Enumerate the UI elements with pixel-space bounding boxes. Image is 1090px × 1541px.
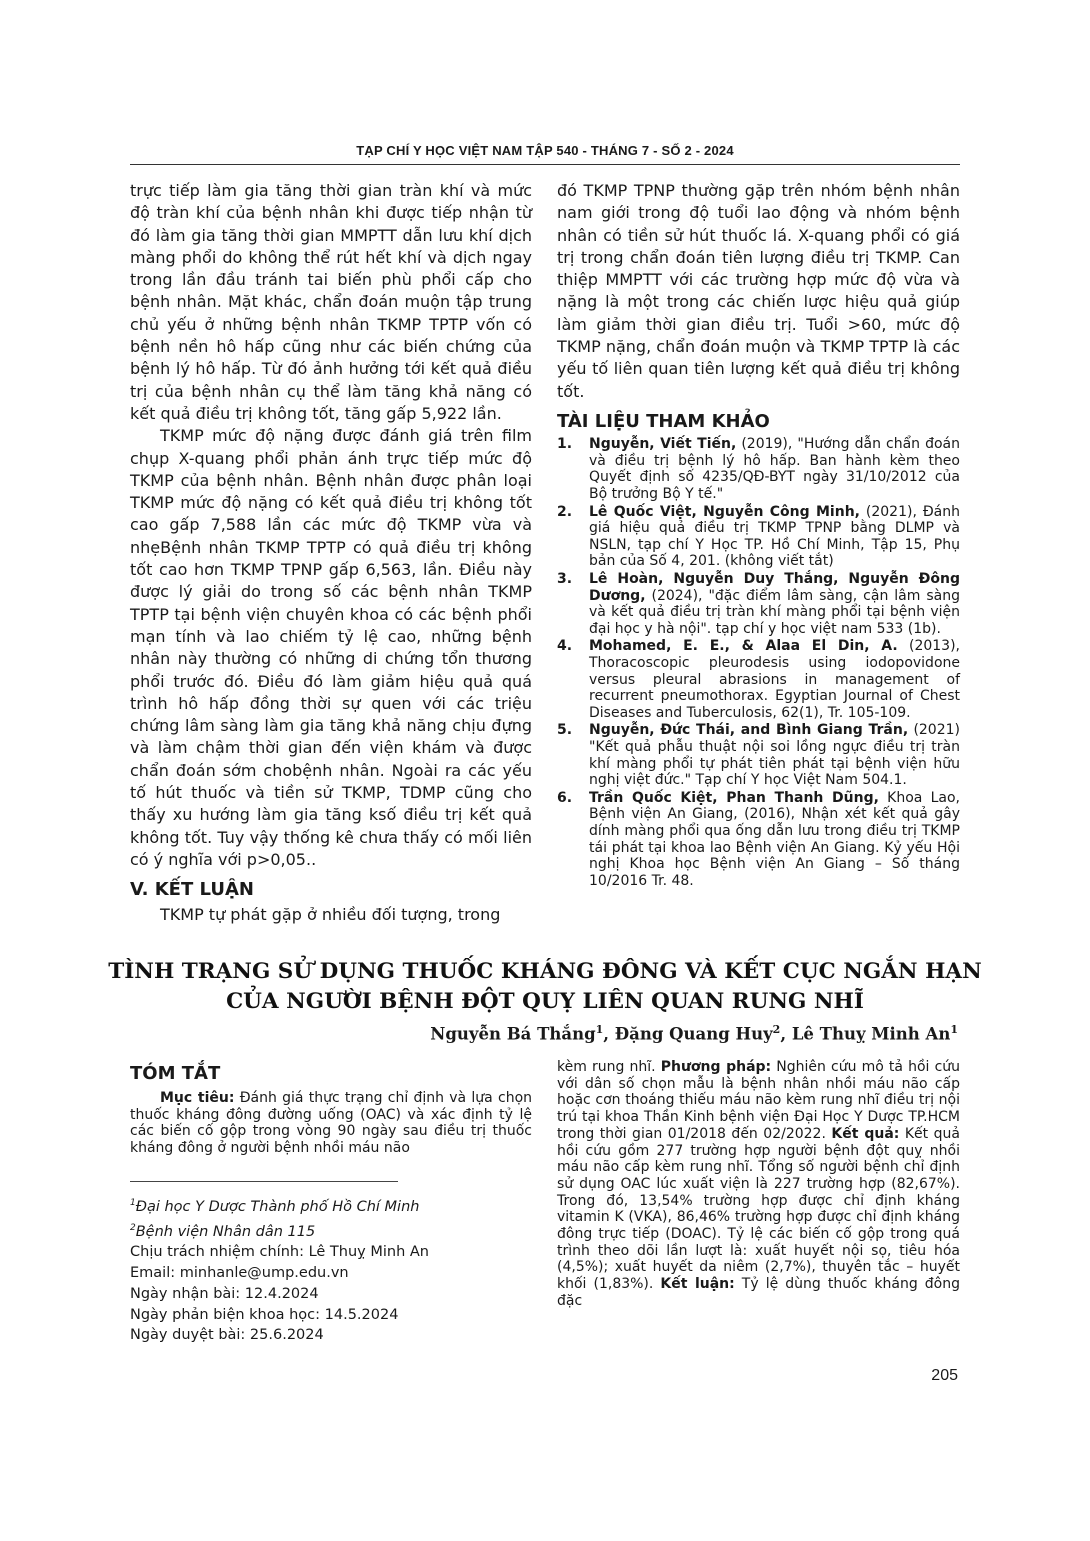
author-name: Đặng Quang Huy — [614, 1024, 773, 1044]
article-title-line-1: TÌNH TRẠNG SỬ DỤNG THUỐC KHÁNG ĐÔNG VÀ KẾT CỤC NGẮN HẠN — [108, 959, 982, 984]
author-name: Lê Thuỵ Minh An — [791, 1024, 951, 1044]
reference-item: 1. Nguyễn, Viết Tiến, (2019), "Hướng dẫn chẩn đoán và điều trị bệnh lý hô hấp. Ban hành kèm theo Quyết định số 4235/QĐ-BYT ngày 31/10/2012 của Bộ trưởng Bộ Y tế." — [557, 436, 960, 503]
header-rule — [130, 164, 960, 165]
abstract-right: kèm rung nhĩ. Phương pháp: Nghiên cứu mô tả hồi cứu với dân số chọn mẫu là bệnh nhân nhồi máu não cấp hoặc cơn thoáng thiếu máu não kèm rung nhĩ điều trị nội trú tại khoa Thần Kinh bệnh viện Đại Học Y Dược TP.HCM trong thời gian 01/2018 đến 02/2022. Kết quả: Kết quả hồi cứu gồm 277 trường hợp người bệnh đột quỵ nhồi máu não cấp kèm rung nhĩ. Tổng số người bệnh chỉ định sử dụng OAC lúc xuất viện là 227 trường hợp (82,67%). Trong đó, 13,54% trường hợp được chỉ định kháng vitamin K (VKA), 86,46% trường hợp được chỉ định kháng đông trực tiếp (DOAC). Tỷ lệ các biến cố gộp trong quá trình theo dõi lần lượt là: xuất huyết nội sọ, tiêu hóa (4,5%); xuất huyết da niêm (2,7%), thuyên tắc – huyết khối (1,83%). Kết luận: Tỷ lệ dùng thuốc kháng đông đặc — [557, 1059, 961, 1309]
right-paragraph-1: đó TKMP TPNP thường gặp trên nhóm bệnh nhân nam giới trong độ tuổi lao động và nhóm bệnh nhân có tiền sử hút thuốc lá. X-quang phổi có giá trị trong chẩn đoán tiên lượng điều trị TKMP. Can thiệp MMPTT với các trường hợp mức độ vừa và nặng là một trong các chiến lược hiệu quả giúp làm giảm thời gian điều trị. Tuổi >60, mức độ TKMP nặng, chẩn đoán muộn và TKMP TPTP là các yếu tố liên quan tiên lượng kết quả điều trị không tốt. — [557, 181, 960, 401]
author-affiliation-sup: 1 — [595, 1023, 604, 1036]
left-paragraph-3: TKMP tự phát gặp ở nhiều đối tượng, trong — [160, 904, 501, 924]
date-received: Ngày nhận bài: 12.4.2024 — [130, 1285, 319, 1302]
contact-email: Email: minhanle@ump.edu.vn — [130, 1265, 349, 1282]
affiliation-2: $^2$Bệnh viện Nhân dân 115 — [130, 1222, 316, 1240]
reference-item: 4. Mohamed, E. E., & Alaa El Din, A. (2013), Thoracoscopic pleurodesis using iodopovidone versus pleural abrasions in management of recurrent pneumothorax. Egyptian Journal of Chest Diseases and Tuberculosis, 62(1), Tr. 105-109. — [557, 638, 960, 721]
journal-header: TẠP CHÍ Y HỌC VIỆT NAM TẬP 540 - THÁNG 7 - SỐ 2 - 2024 — [356, 143, 734, 158]
article-authors: Nguyễn Bá Thắng$^1$, Đặng Quang Huy$^2$, Lê Thuỵ Minh An$^1$ — [430, 1023, 958, 1044]
left-paragraph-1: trực tiếp làm gia tăng thời gian tràn khí và mức độ tràn khí của bệnh nhân khi được tiếp nhận từ đó làm gia tăng thời gian MMPTT dẫn lưu khí dịch màng phổi do không thể rút hết khí và dịch ngay trong lần đầu tránh tai biến phù phổi cấp cho bệnh nhân. Mặt khác, chẩn đoán muộn tập trung chủ yếu ở những bệnh nhân TKMP TPTP vốn có bệnh nền hô hấp cũng như các biến chứng của bệnh lý hô hấp. Từ đó ảnh hưởng tới kết quả điều trị của bệnh nhân cụ thể làm tăng khả năng có kết quả điều trị không tốt, tăng gấp 5,922 lần. — [130, 181, 532, 423]
affiliation-1: $^1$Đại học Y Dược Thành phố Hồ Chí Minh — [130, 1198, 420, 1215]
reference-item: 6. Trần Quốc Kiệt, Phan Thanh Dũng, Khoa Lao, Bệnh viện An Giang, (2016), Nhận xét kết quả gây dính màng phổi qua ống dẫn lưu trong điều trị TKMP tái phát tại khoa lao Bệnh viện An Giang. Kỷ yếu Hội nghị Khoa học Bệnh viện An Giang – Số tháng 10/2016 Tr. 48. — [557, 789, 960, 889]
reference-item: 5. Nguyễn, Đức Thái, and Bình Giang Trần, (2021) "Kết quả phẫu thuật nội soi lồng ngực điều trị tràn khí màng phổi tự phát tiên phát tại bệnh viện hữu nghị việt đức." Tạp chí Y học Việt Nam 504.1. — [557, 722, 960, 789]
abstract-label-method: Phương pháp: — [660, 1059, 772, 1075]
article-title-line-2: CỦA NGƯỜI BỆNH ĐỘT QUỴ LIÊN QUAN RUNG NHĨ — [226, 989, 864, 1014]
left-column — [130, 180, 532, 926]
abstract-label-conclusion: Kết luận: — [660, 1276, 735, 1293]
author-name: Nguyễn Bá Thắng — [430, 1024, 596, 1044]
date-reviewed: Ngày phản biện khoa học: 14.5.2024 — [130, 1306, 399, 1323]
corresponding-author: Chịu trách nhiệm chính: Lê Thuỵ Minh An — [130, 1244, 429, 1261]
author-affiliation-sup: 2 — [772, 1023, 781, 1036]
abstract-label-result: Kết quả: — [831, 1125, 900, 1142]
left-paragraph-2: TKMP mức độ nặng được đánh giá trên film chụp X-quang phổi phản ánh trực tiếp mức độ TKMP của bệnh nhân. Bệnh nhân được phân loại TKMP mức độ nặng có kết quả điều trị không tốt cao gấp 7,588 lần các mức độ TKMP vừa và nhẹBệnh nhân TKMP TPTP có quả điều trị không tốt cao hơn TKMP TPNP gấp 6,563, lần. Điều này được lý giải do trong số các bệnh nhân TKMP TPTP tại bệnh viện chuyên khoa có các bệnh phổi mạn tính và lao chiếm tỷ lệ cao, những bệnh nhân này thường có những di chứng tổn thương phổi trước đó. Điều đó làm giảm hiệu quả quá trình hô hấp đồng thời sự quen với các triệu chứng lâm sàng làm gia tăng khả năng chịu đựng và làm chậm thời gian đến viện khám và được chẩn đoán sớm chobệnh nhân. Ngoài ra các yếu tố hút thuốc và tiền sử TKMP, TDMP cũng cho thấy xu hướng làm gia tăng ksố điều trị kết quả không tốt. Tuy vậy thống kê chưa thấy có mối liên có ý nghĩa với p>0,05.. — [130, 426, 532, 869]
abstract-left: Mục tiêu: Đánh giá thực trạng chỉ định và lựa chọn thuốc kháng đông đường uống (OAC) và xác định tỷ lệ các biến cố gộp trong vòng 90 ngày sau điều trị thuốc kháng đông ở người bệnh nhồi máu não — [130, 1090, 533, 1157]
section-heading-conclusion: V. KẾT LUẬN — [130, 879, 254, 901]
abstract-heading: TÓM TẮT — [130, 1063, 221, 1084]
reference-item: 3. Lê Hoàn, Nguyễn Duy Thắng, Nguyễn Đông Dương, (2024), "đặc điểm lâm sàng, cận lâm sàng và kết quả điều trị tràn khí màng phổi tại bệnh viện đại học y hà nội". tạp chí y học việt nam 533 (1b). — [557, 571, 960, 637]
right-column — [557, 180, 960, 890]
date-accepted: Ngày duyệt bài: 25.6.2024 — [130, 1327, 324, 1344]
abstract-label-objective: Mục tiêu: — [160, 1090, 235, 1106]
references-list — [557, 436, 960, 889]
reference-item: 2. Lê Quốc Việt, Nguyễn Công Minh, (2021), Đánh giá hiệu quả điều trị TKMP TPNP bằng DLMP và NSLN, tạp chí Y Học TP. Hồ Chí Minh, Tập 15, Phụ bản của Số 4, 201. (không viết tắt) — [557, 503, 961, 570]
footnotes — [130, 1193, 530, 1346]
footnote-rule — [130, 1181, 398, 1182]
article-title — [90, 957, 1000, 1017]
references-heading: TÀI LIỆU THAM KHẢO — [557, 410, 770, 432]
author-affiliation-sup: 1 — [950, 1023, 958, 1036]
page-number: 205 — [931, 1367, 958, 1384]
